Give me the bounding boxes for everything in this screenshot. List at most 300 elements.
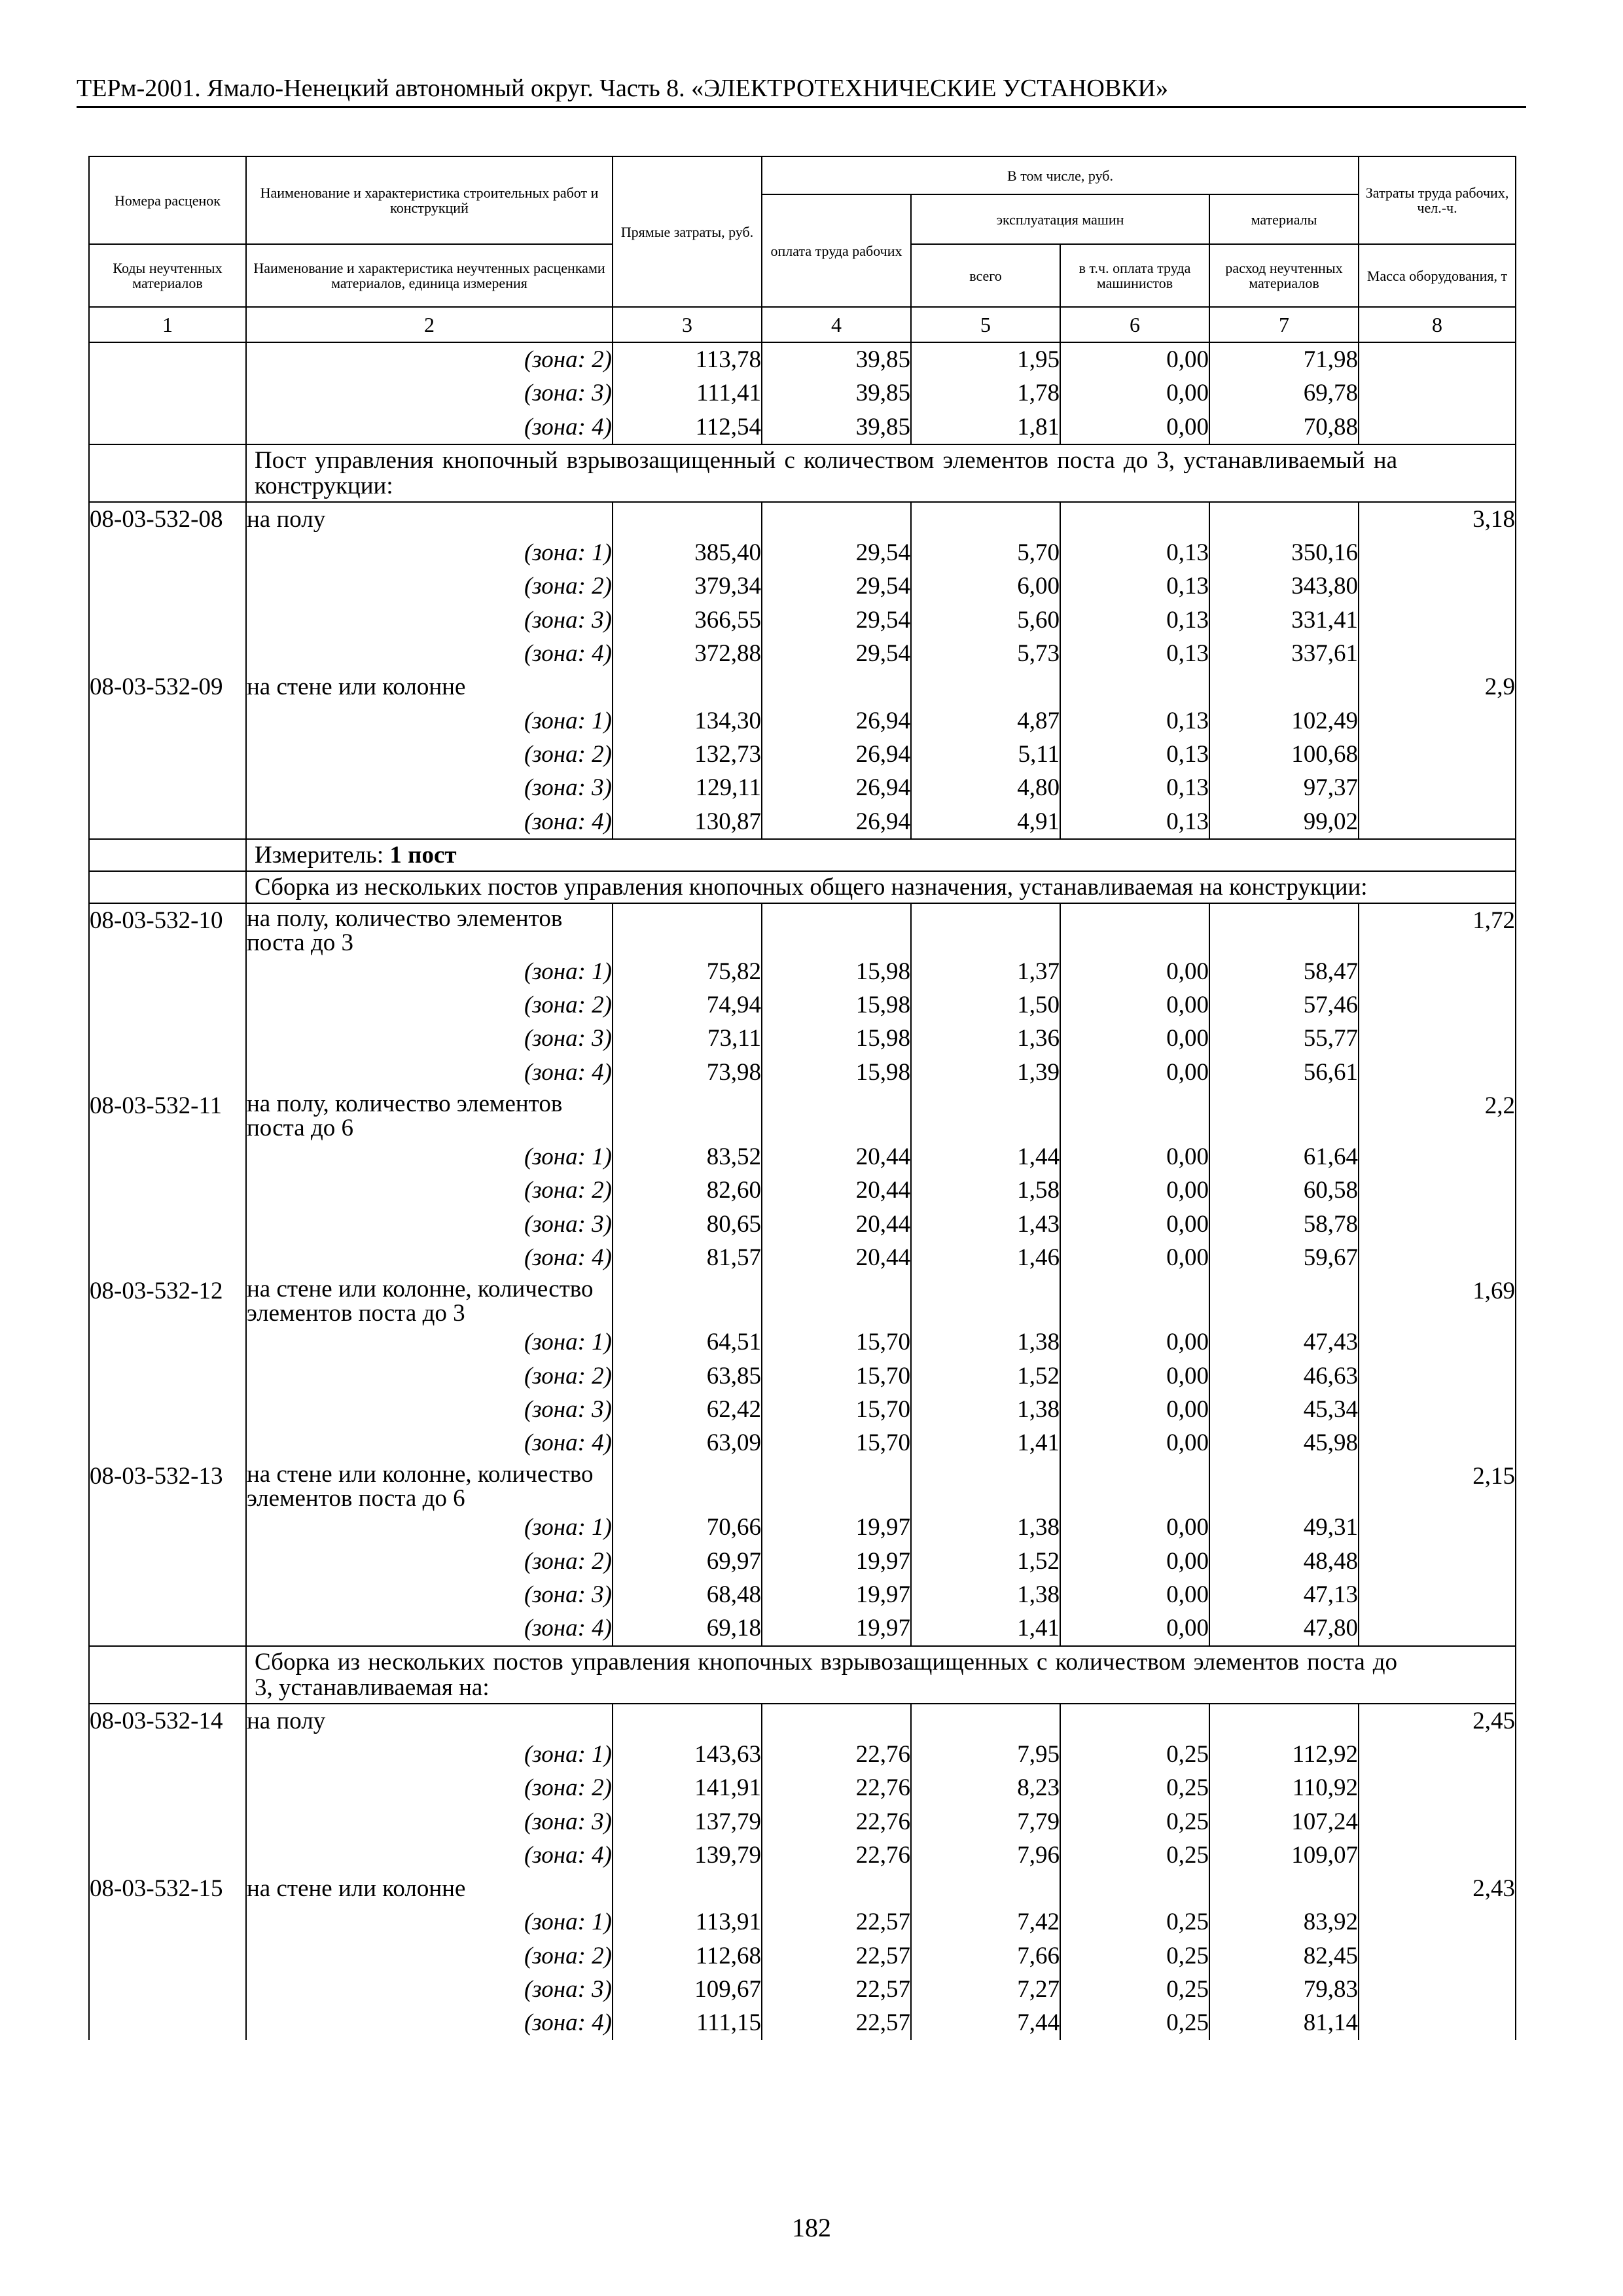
zone-label: (зона: 3) — [524, 1808, 612, 1835]
machines-value: 7,96 — [1017, 1841, 1060, 1869]
labor-value: 15,98 — [855, 1025, 910, 1052]
head-labor-pay: оплата труда рабочих — [762, 194, 911, 307]
operators-value: 0,00 — [1166, 958, 1209, 985]
direct-value: 130,87 — [694, 808, 761, 835]
direct-cell — [613, 1460, 762, 1645]
operators-value: 0,13 — [1166, 573, 1209, 600]
section-code-cell — [89, 1646, 246, 1704]
rate-code: 08-03-532-08 — [89, 502, 246, 670]
section-code-cell — [89, 871, 246, 903]
materials-value: 109,07 — [1291, 1841, 1359, 1869]
machines-cell — [911, 1872, 1060, 2039]
materials-cell — [1209, 1460, 1359, 1645]
column-number: 1 — [89, 307, 246, 342]
rate-code: 08-03-532-13 — [89, 1460, 246, 1645]
machines-value: 1,50 — [1017, 992, 1060, 1019]
section-title: Пост управления кнопочный взрывозащищенный с количеством элементов поста до 3, устанавливаемый на конструкции: — [246, 444, 1516, 502]
materials-value: 100,68 — [1291, 740, 1359, 768]
labor-value: 39,85 — [855, 380, 910, 407]
operators-value: 0,00 — [1166, 1143, 1209, 1171]
rate-name-cell — [246, 1704, 613, 1872]
direct-value: 81,57 — [706, 1244, 761, 1271]
direct-value: 112,54 — [695, 413, 761, 440]
table-body — [89, 342, 1516, 2040]
operators-value: 0,00 — [1166, 1244, 1209, 1271]
direct-value: 112,68 — [695, 1942, 761, 1969]
column-number: 8 — [1359, 307, 1516, 342]
materials-value: 70,88 — [1303, 413, 1359, 440]
direct-value: 372,88 — [694, 640, 761, 668]
mass-value: 2,9 — [1359, 670, 1516, 838]
mass-value: 3,18 — [1359, 502, 1516, 670]
operators-value: 0,00 — [1166, 1615, 1209, 1642]
materials-value: 47,80 — [1303, 1615, 1359, 1642]
direct-value: 113,91 — [695, 1909, 761, 1936]
rate-code — [89, 342, 246, 444]
header-rule — [77, 106, 1526, 108]
machines-cell — [911, 1274, 1060, 1460]
direct-value: 63,85 — [706, 1362, 761, 1390]
section-row — [89, 444, 1516, 502]
operators-value: 0,00 — [1166, 1547, 1209, 1575]
mass-value — [1359, 342, 1516, 444]
machines-value: 7,42 — [1017, 1909, 1060, 1936]
machines-value: 7,44 — [1017, 2009, 1060, 2037]
machines-value: 5,73 — [1017, 640, 1060, 668]
rate-name-cell — [246, 1872, 613, 2039]
labor-value: 15,98 — [855, 958, 910, 985]
rate-row — [89, 1704, 1516, 1872]
zone-label: (зона: 1) — [524, 958, 612, 985]
machines-value: 5,60 — [1017, 606, 1060, 634]
operators-cell — [1060, 1872, 1209, 2039]
materials-cell — [1209, 903, 1359, 1089]
direct-value: 70,66 — [706, 1514, 761, 1541]
zone-label: (зона: 2) — [524, 1547, 612, 1575]
mass-value: 1,72 — [1359, 903, 1516, 1089]
operators-value: 0,13 — [1166, 707, 1209, 734]
zone-label: (зона: 3) — [524, 774, 612, 802]
operators-value: 0,00 — [1166, 1395, 1209, 1423]
machines-value: 7,95 — [1017, 1740, 1060, 1768]
labor-cell — [762, 1872, 911, 2039]
zone-label: (зона: 4) — [524, 1615, 612, 1642]
machines-cell — [911, 342, 1060, 444]
section-code-cell — [89, 444, 246, 502]
operators-value: 0,25 — [1166, 2009, 1209, 2037]
zone-label: (зона: 1) — [524, 1143, 612, 1171]
labor-cell — [762, 502, 911, 670]
machines-value: 7,27 — [1017, 1975, 1060, 2003]
page-header: ТЕРм-2001. Ямало-Ненецкий автономный округ. Часть 8. «ЭЛЕКТРОТЕХНИЧЕСКИЕ УСТАНОВКИ» — [77, 75, 1168, 102]
zone-label: (зона: 4) — [524, 1058, 612, 1086]
materials-value: 102,49 — [1291, 707, 1359, 734]
rate-code: 08-03-532-10 — [89, 903, 246, 1089]
measure-cell — [246, 839, 1516, 871]
labor-value: 22,76 — [855, 1808, 910, 1835]
direct-value: 385,40 — [694, 539, 761, 567]
materials-value: 112,92 — [1292, 1740, 1359, 1768]
materials-value: 48,48 — [1303, 1547, 1359, 1575]
rate-code: 08-03-532-14 — [89, 1704, 246, 1872]
rate-name-cell — [246, 342, 613, 444]
direct-value: 379,34 — [694, 573, 761, 600]
direct-value: 62,42 — [706, 1395, 761, 1423]
labor-value: 29,54 — [855, 640, 910, 668]
materials-value: 58,78 — [1303, 1210, 1359, 1238]
operators-cell — [1060, 1704, 1209, 1872]
machines-value: 7,66 — [1017, 1942, 1060, 1969]
zone-label: (зона: 3) — [524, 1210, 612, 1238]
direct-value: 109,67 — [694, 1975, 761, 2003]
zone-label: (зона: 2) — [524, 740, 612, 768]
operators-value: 0,13 — [1166, 808, 1209, 835]
materials-value: 107,24 — [1291, 1808, 1359, 1835]
materials-value: 59,67 — [1303, 1244, 1359, 1271]
rate-name-cell — [246, 1460, 613, 1645]
direct-value: 137,79 — [694, 1808, 761, 1835]
zone-label: (зона: 1) — [524, 1514, 612, 1541]
machines-value: 7,79 — [1017, 1808, 1060, 1835]
labor-cell — [762, 1460, 911, 1645]
zone-label: (зона: 1) — [524, 1329, 612, 1356]
mass-value: 2,45 — [1359, 1704, 1516, 1872]
materials-value: 49,31 — [1303, 1514, 1359, 1541]
operators-value: 0,00 — [1166, 1514, 1209, 1541]
rate-name-cell — [246, 1274, 613, 1460]
machines-cell — [911, 1460, 1060, 1645]
operators-value: 0,00 — [1166, 1025, 1209, 1052]
rate-row — [89, 1089, 1516, 1274]
column-number: 2 — [246, 307, 613, 342]
materials-value: 45,98 — [1303, 1429, 1359, 1457]
zone-label: (зона: 1) — [524, 1909, 612, 1936]
labor-cell — [762, 903, 911, 1089]
operators-cell — [1060, 502, 1209, 670]
head-machinists-pay: в т.ч. оплата труда машинистов — [1060, 244, 1209, 307]
machines-cell — [911, 502, 1060, 670]
rate-row — [89, 903, 1516, 1089]
head-machines-total: всего — [911, 244, 1060, 307]
zone-label: (зона: 2) — [524, 346, 612, 373]
machines-value: 1,95 — [1017, 346, 1060, 373]
zone-label: (зона: 3) — [524, 380, 612, 407]
column-number: 5 — [911, 307, 1060, 342]
materials-value: 45,34 — [1303, 1395, 1359, 1423]
direct-cell — [613, 903, 762, 1089]
operators-value: 0,00 — [1166, 1581, 1209, 1609]
labor-value: 19,97 — [855, 1514, 910, 1541]
zone-label: (зона: 2) — [524, 1942, 612, 1969]
direct-value: 68,48 — [706, 1581, 761, 1609]
labor-value: 15,70 — [855, 1329, 910, 1356]
machines-cell — [911, 903, 1060, 1089]
labor-value: 22,57 — [855, 1942, 910, 1969]
machines-cell — [911, 1704, 1060, 1872]
operators-value: 0,00 — [1166, 1362, 1209, 1390]
machines-value: 1,46 — [1017, 1244, 1060, 1271]
labor-cell — [762, 342, 911, 444]
machines-value: 1,39 — [1017, 1058, 1060, 1086]
direct-value: 69,18 — [706, 1615, 761, 1642]
zone-label: (зона: 2) — [524, 1774, 612, 1802]
direct-cell — [613, 670, 762, 838]
direct-value: 73,11 — [707, 1025, 761, 1052]
materials-value: 56,61 — [1303, 1058, 1359, 1086]
labor-value: 22,57 — [855, 1909, 910, 1936]
head-name: Наименование и характеристика строительных работ и конструкций — [246, 156, 613, 244]
machines-value: 1,81 — [1017, 413, 1060, 440]
operators-cell — [1060, 670, 1209, 838]
section-title: Сборка из нескольких постов управления кнопочных общего назначения, устанавливаемая на конструкции: — [246, 871, 1516, 903]
materials-value: 110,92 — [1292, 1774, 1359, 1802]
labor-value: 29,54 — [855, 606, 910, 634]
mass-value: 2,15 — [1359, 1460, 1516, 1645]
zone-label: (зона: 2) — [524, 1177, 612, 1204]
direct-value: 111,41 — [696, 380, 761, 407]
operators-value: 0,25 — [1166, 1740, 1209, 1768]
machines-cell — [911, 670, 1060, 838]
operators-value: 0,13 — [1166, 539, 1209, 567]
head-equipment-mass: Масса оборудования, т — [1359, 244, 1516, 307]
zone-label: (зона: 3) — [524, 1395, 612, 1423]
direct-value: 74,94 — [706, 992, 761, 1019]
zone-label: (зона: 2) — [524, 992, 612, 1019]
rate-name: на полу, количество элементов поста до 3 — [247, 905, 563, 956]
zone-label: (зона: 1) — [524, 1740, 612, 1768]
labor-value: 19,97 — [855, 1615, 910, 1642]
labor-value: 15,98 — [855, 1058, 910, 1086]
price-table — [88, 156, 1516, 2040]
operators-cell — [1060, 1274, 1209, 1460]
machines-value: 8,23 — [1017, 1774, 1060, 1802]
zone-label: (зона: 1) — [524, 539, 612, 567]
zone-label: (зона: 1) — [524, 707, 612, 734]
materials-value: 343,80 — [1291, 573, 1359, 600]
rate-name: на стене или колонне — [247, 673, 466, 701]
column-numbers-row — [89, 307, 1516, 342]
operators-value: 0,25 — [1166, 1975, 1209, 2003]
labor-value: 20,44 — [855, 1143, 910, 1171]
materials-value: 46,63 — [1303, 1362, 1359, 1390]
section-row — [89, 1646, 1516, 1704]
rate-name: на стене или колонне — [247, 1875, 466, 1903]
labor-value: 29,54 — [855, 539, 910, 567]
machines-value: 1,41 — [1017, 1615, 1060, 1642]
materials-value: 97,37 — [1303, 774, 1359, 802]
direct-cell — [613, 342, 762, 444]
direct-value: 143,63 — [694, 1740, 761, 1768]
labor-value: 19,97 — [855, 1581, 910, 1609]
direct-value: 129,11 — [695, 774, 761, 802]
machines-value: 1,43 — [1017, 1210, 1060, 1238]
materials-value: 331,41 — [1291, 606, 1359, 634]
zone-label: (зона: 4) — [524, 1429, 612, 1457]
operators-value: 0,25 — [1166, 1841, 1209, 1869]
machines-value: 4,91 — [1017, 808, 1060, 835]
labor-value: 22,76 — [855, 1740, 910, 1768]
direct-value: 113,78 — [695, 346, 761, 373]
materials-value: 58,47 — [1303, 958, 1359, 985]
machines-cell — [911, 1089, 1060, 1274]
rate-code: 08-03-532-11 — [89, 1089, 246, 1274]
rate-code: 08-03-532-09 — [89, 670, 246, 838]
direct-value: 73,98 — [706, 1058, 761, 1086]
rate-row — [89, 1274, 1516, 1460]
labor-value: 39,85 — [855, 346, 910, 373]
zone-label: (зона: 4) — [524, 1841, 612, 1869]
labor-value: 26,94 — [855, 774, 910, 802]
zone-label: (зона: 3) — [524, 1025, 612, 1052]
zone-label: (зона: 4) — [524, 2009, 612, 2037]
labor-value: 15,98 — [855, 992, 910, 1019]
materials-cell — [1209, 342, 1359, 444]
direct-cell — [613, 1274, 762, 1460]
rate-name-cell — [246, 1089, 613, 1274]
operators-cell — [1060, 342, 1209, 444]
measure-value: 1 пост — [389, 841, 457, 869]
zone-label: (зона: 4) — [524, 640, 612, 668]
labor-value: 19,97 — [855, 1547, 910, 1575]
materials-value: 81,14 — [1303, 2009, 1359, 2037]
materials-value: 99,02 — [1303, 808, 1359, 835]
operators-value: 0,13 — [1166, 774, 1209, 802]
zone-label: (зона: 2) — [524, 1362, 612, 1390]
materials-value: 55,77 — [1303, 1025, 1359, 1052]
operators-value: 0,00 — [1166, 1177, 1209, 1204]
labor-value: 22,57 — [855, 1975, 910, 2003]
materials-value: 69,78 — [1303, 380, 1359, 407]
labor-value: 26,94 — [855, 740, 910, 768]
labor-value: 15,70 — [855, 1395, 910, 1423]
rate-name-cell — [246, 670, 613, 838]
measure-label: Измеритель: — [255, 841, 384, 869]
table-head — [89, 156, 1516, 342]
operators-value: 0,13 — [1166, 740, 1209, 768]
machines-value: 4,80 — [1017, 774, 1060, 802]
materials-cell — [1209, 1274, 1359, 1460]
labor-value: 22,76 — [855, 1841, 910, 1869]
direct-value: 64,51 — [706, 1329, 761, 1356]
zone-label: (зона: 3) — [524, 606, 612, 634]
direct-value: 75,82 — [706, 958, 761, 985]
direct-value: 80,65 — [706, 1210, 761, 1238]
labor-value: 22,57 — [855, 2009, 910, 2037]
machines-value: 6,00 — [1017, 573, 1060, 600]
machines-value: 1,41 — [1017, 1429, 1060, 1457]
direct-value: 366,55 — [694, 606, 761, 634]
zone-label: (зона: 3) — [524, 1975, 612, 2003]
direct-value: 141,91 — [694, 1774, 761, 1802]
rate-name: на стене или колонне, количество элементов поста до 3 — [247, 1276, 594, 1327]
machines-value: 1,38 — [1017, 1581, 1060, 1609]
rate-row — [89, 1872, 1516, 2039]
measure-code-cell — [89, 839, 246, 871]
materials-cell — [1209, 1872, 1359, 2039]
machines-value: 1,58 — [1017, 1177, 1060, 1204]
operators-value: 0,13 — [1166, 606, 1209, 634]
section-title: Сборка из нескольких постов управления кнопочных взрывозащищенных с количеством элементов поста до 3, устанавливаемая на: — [246, 1646, 1516, 1704]
operators-value: 0,25 — [1166, 1942, 1209, 1969]
column-number: 3 — [613, 307, 762, 342]
direct-value: 83,52 — [706, 1143, 761, 1171]
materials-value: 71,98 — [1303, 346, 1359, 373]
materials-cell — [1209, 670, 1359, 838]
operators-value: 0,13 — [1166, 640, 1209, 668]
machines-value: 4,87 — [1017, 707, 1060, 734]
zone-label: (зона: 4) — [524, 1244, 612, 1271]
materials-value: 82,45 — [1303, 1942, 1359, 1969]
direct-value: 111,15 — [696, 2009, 761, 2037]
mass-value: 2,2 — [1359, 1089, 1516, 1274]
operators-value: 0,00 — [1166, 1210, 1209, 1238]
machines-value: 5,70 — [1017, 539, 1060, 567]
direct-value: 139,79 — [694, 1841, 761, 1869]
column-number: 7 — [1209, 307, 1359, 342]
measure-row — [89, 839, 1516, 871]
head-labor-hours: Затраты труда рабочих, чел.-ч. — [1359, 156, 1516, 244]
operators-cell — [1060, 1460, 1209, 1645]
rate-row — [89, 1460, 1516, 1645]
section-row — [89, 871, 1516, 903]
rate-name: на полу, количество элементов поста до 6 — [247, 1090, 563, 1142]
zone-label: (зона: 4) — [524, 808, 612, 835]
operators-value: 0,25 — [1166, 1909, 1209, 1936]
labor-value: 20,44 — [855, 1177, 910, 1204]
operators-cell — [1060, 903, 1209, 1089]
operators-value: 0,00 — [1166, 1429, 1209, 1457]
operators-value: 0,25 — [1166, 1808, 1209, 1835]
column-number: 6 — [1060, 307, 1209, 342]
direct-cell — [613, 1704, 762, 1872]
direct-value: 132,73 — [694, 740, 761, 768]
rate-code: 08-03-532-15 — [89, 1872, 246, 2039]
head-codes: Номера расценок — [89, 156, 246, 244]
direct-value: 69,97 — [706, 1547, 761, 1575]
rate-row — [89, 670, 1516, 838]
rate-name: на стене или колонне, количество элементов поста до 6 — [247, 1461, 594, 1513]
head-material-consumption: расход неучтенных материалов — [1209, 244, 1359, 307]
materials-value: 47,43 — [1303, 1329, 1359, 1356]
rate-row — [89, 502, 1516, 670]
rate-code: 08-03-532-12 — [89, 1274, 246, 1460]
zone-label: (зона: 2) — [524, 573, 612, 600]
head-materials: материалы — [1209, 194, 1359, 244]
page-number: 182 — [792, 2213, 831, 2242]
machines-value: 5,11 — [1018, 740, 1060, 768]
machines-value: 1,52 — [1017, 1362, 1060, 1390]
direct-cell — [613, 1872, 762, 2039]
operators-value: 0,00 — [1166, 380, 1209, 407]
machines-value: 1,38 — [1017, 1329, 1060, 1356]
mass-value: 1,69 — [1359, 1274, 1516, 1460]
labor-value: 20,44 — [855, 1244, 910, 1271]
materials-value: 57,46 — [1303, 992, 1359, 1019]
head-direct-costs: Прямые затраты, руб. — [613, 156, 762, 307]
rate-name: на полу — [247, 1707, 326, 1734]
materials-cell — [1209, 1704, 1359, 1872]
operators-value: 0,00 — [1166, 346, 1209, 373]
labor-cell — [762, 670, 911, 838]
labor-value: 15,70 — [855, 1362, 910, 1390]
direct-value: 63,09 — [706, 1429, 761, 1457]
operators-value: 0,00 — [1166, 1058, 1209, 1086]
labor-value: 20,44 — [855, 1210, 910, 1238]
rate-name-cell — [246, 502, 613, 670]
machines-value: 1,38 — [1017, 1395, 1060, 1423]
materials-cell — [1209, 502, 1359, 670]
direct-cell — [613, 1089, 762, 1274]
